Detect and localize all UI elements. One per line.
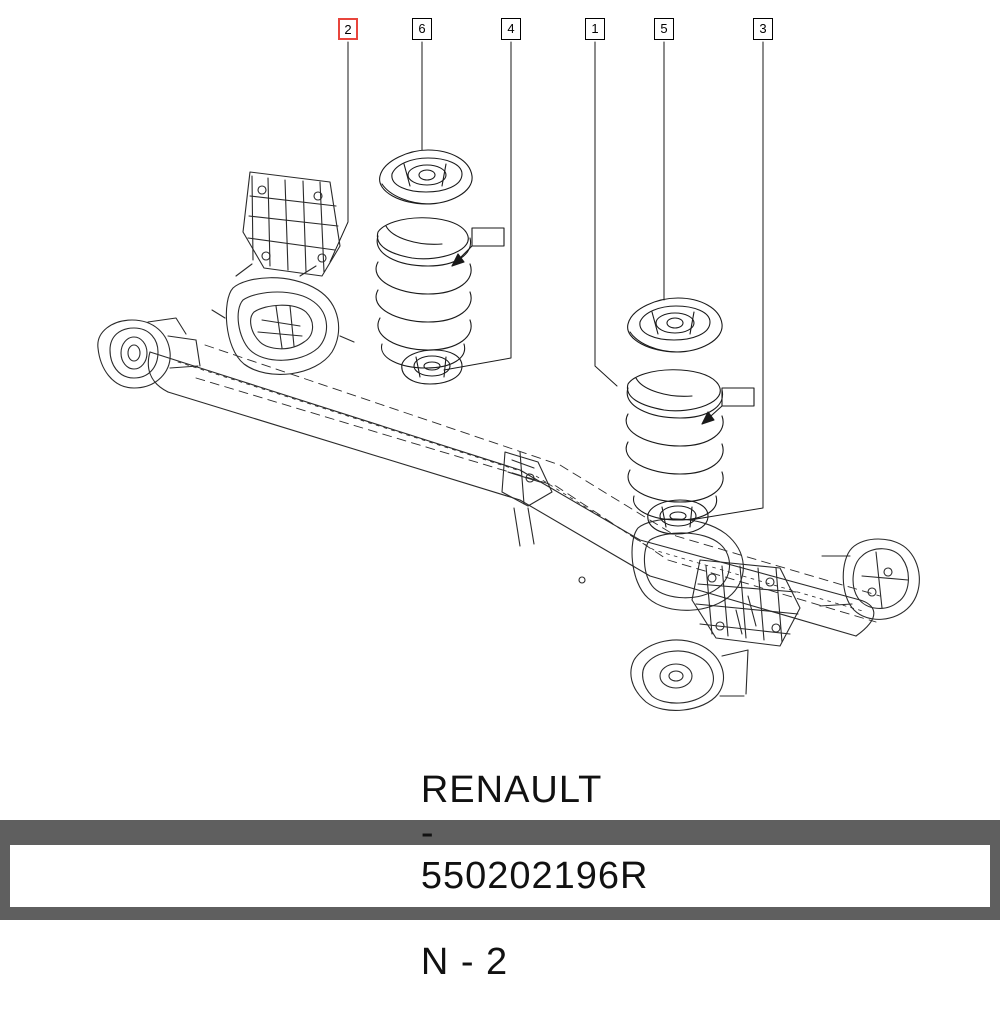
callout-4[interactable]: 4 <box>501 18 521 40</box>
detail-arrow-right <box>702 388 754 424</box>
callout-5[interactable]: 5 <box>654 18 674 40</box>
callout-1[interactable]: 1 <box>585 18 605 40</box>
callout-2[interactable]: 2 <box>338 18 358 40</box>
callout-3[interactable]: 3 <box>753 18 773 40</box>
caption-separator: - <box>420 811 435 854</box>
coil-spring-right <box>626 370 723 520</box>
leader-lines <box>330 42 763 520</box>
footer-plate <box>10 768 990 983</box>
spring-cup-upper <box>380 150 473 204</box>
spring-cup-right <box>628 298 723 352</box>
coil-spring-left <box>376 218 471 368</box>
part-number: 550202196R <box>420 854 649 897</box>
brand-label: RENAULT <box>420 768 603 811</box>
footer-caption <box>351 726 648 1027</box>
reference-code: N - 2 <box>420 940 509 983</box>
axle-beam <box>98 172 920 710</box>
callout-6[interactable]: 6 <box>412 18 432 40</box>
detail-arrow-left <box>452 228 504 266</box>
